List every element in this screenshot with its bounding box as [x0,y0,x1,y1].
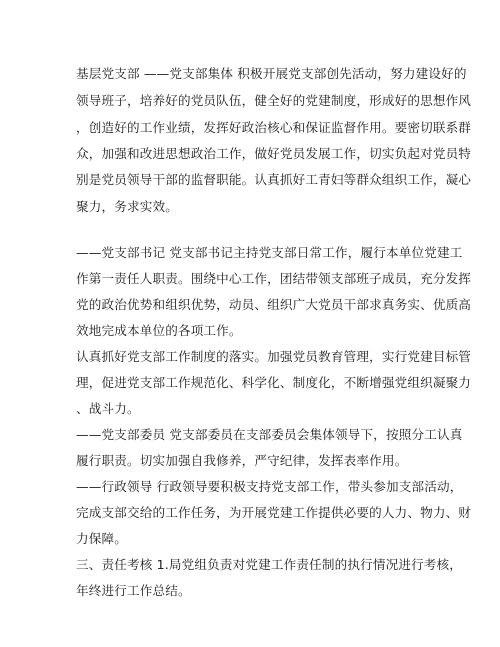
text-line: 完成支部交给的工作任务，为开展党建工作提供必要的人力、物力、财 [76,505,472,520]
text-line: 领导班子，培养好的党员队伍，健全好的党建制度，形成好的思想作风 [76,93,472,108]
text-line: 履行职责。切实加强自我修养，严守纪律，发挥表率作用。 [76,453,408,468]
text-line: ——党支部书记 党支部书记主持党支部日常工作，履行本单位党建工 [76,245,463,260]
text-line: 、战斗力。 [76,401,140,416]
text-line: 众，加强和改进思想政治工作，做好党员发展工作，切实负起对党员特 [76,146,472,161]
text-line: ——党支部委员 党支部委员在支部委员会集体领导下，按照分工认真 [76,427,463,442]
text-line: ，创造好的工作业绩，发挥好政治核心和保证监督作用。要密切联系群 [76,120,472,135]
text-line: 聚力，务求实效。 [76,199,178,214]
text-line: ——行政领导 行政领导要积极支持党支部工作，带头参加支部活动， [76,479,463,494]
text-line: 基层党支部 ——党支部集体 积极开展党支部创先活动，努力建设好的 [76,66,467,81]
text-line: 效地完成本单位的各项工作。 [76,323,242,338]
text-line: 年终进行工作总结。 [76,583,191,598]
text-line: 认真抓好党支部工作制度的落实。加强党员教育管理，实行党建目标管 [76,349,472,364]
text-line: 别是党员领导干部的监督职能。认真抓好工青妇等群众组织工作，凝心 [76,172,472,187]
text-line: 理，促进党支部工作规范化、科学化、制度化，不断增强党组织凝聚力 [76,375,472,390]
text-line: 力保障。 [76,531,127,546]
text-line: 党的政治优势和组织优势，动员、组织广大党员干部求真务实、优质高 [76,297,472,312]
text-line: 三、责任考核 1.局党组负责对党建工作责任制的执行情况进行考核， [76,557,463,572]
text-line: 作第一责任人职责。围绕中心工作，团结带领支部班子成员，充分发挥 [76,271,472,286]
